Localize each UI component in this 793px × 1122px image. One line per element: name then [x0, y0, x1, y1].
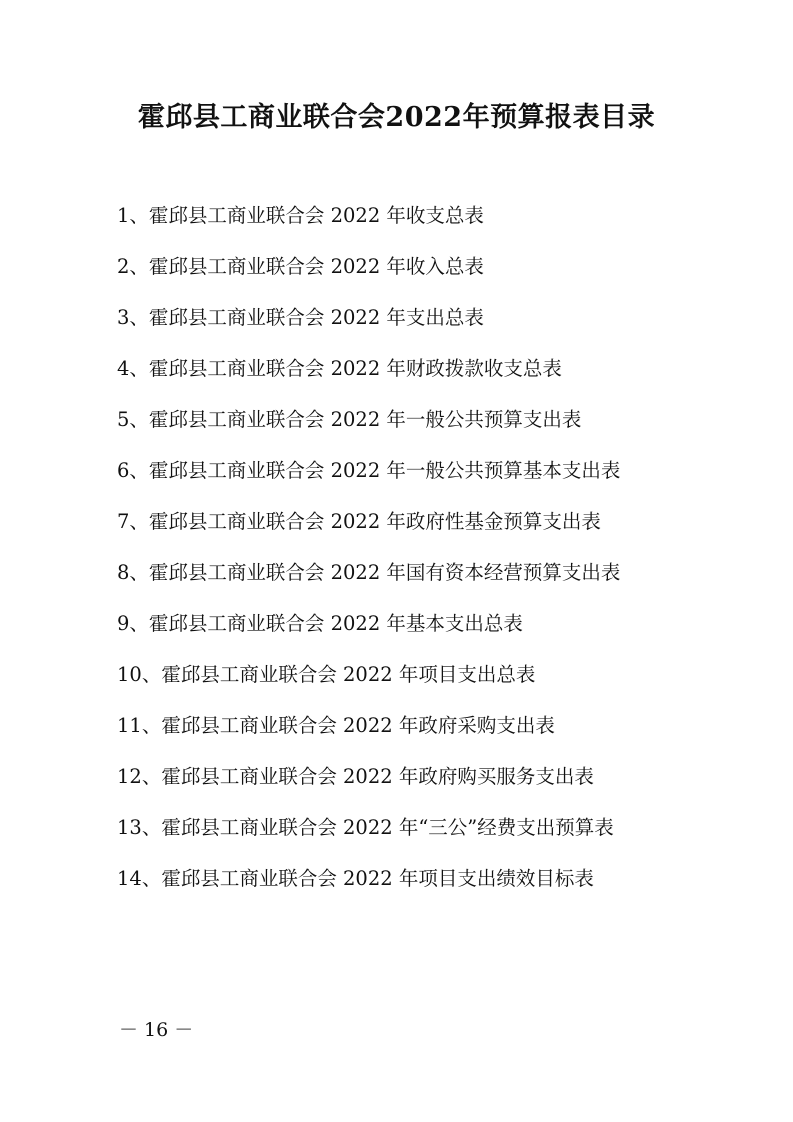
toc-item-14: 14、霍邱县工商业联合会 2022 年项目支出绩效目标表 — [117, 867, 594, 890]
document-title: 霍邱县工商业联合会2022年预算报表目录 — [137, 102, 656, 133]
table-of-contents — [117, 198, 620, 912]
toc-item-9: 9、霍邱县工商业联合会 2022 年基本支出总表 — [117, 612, 523, 635]
toc-item-11: 11、霍邱县工商业联合会 2022 年政府采购支出表 — [117, 714, 555, 737]
toc-item-1: 1、霍邱县工商业联合会 2022 年收支总表 — [117, 204, 484, 227]
toc-item-3: 3、霍邱县工商业联合会 2022 年支出总表 — [117, 306, 484, 329]
toc-item-8: 8、霍邱县工商业联合会 2022 年国有资本经营预算支出表 — [117, 561, 621, 584]
toc-item-5: 5、霍邱县工商业联合会 2022 年一般公共预算支出表 — [117, 408, 582, 431]
toc-item-2: 2、霍邱县工商业联合会 2022 年收入总表 — [117, 255, 484, 278]
toc-item-12: 12、霍邱县工商业联合会 2022 年政府购买服务支出表 — [117, 765, 594, 788]
toc-item-4: 4、霍邱县工商业联合会 2022 年财政拨款收支总表 — [117, 357, 562, 380]
toc-item-6: 6、霍邱县工商业联合会 2022 年一般公共预算基本支出表 — [117, 459, 621, 482]
toc-item-10: 10、霍邱县工商业联合会 2022 年项目支出总表 — [117, 663, 536, 686]
toc-item-13: 13、霍邱县工商业联合会 2022 年“三公”经费支出预算表 — [117, 816, 614, 839]
toc-item-7: 7、霍邱县工商业联合会 2022 年政府性基金预算支出表 — [117, 510, 601, 533]
page-number: － 16 － — [119, 1019, 194, 1041]
